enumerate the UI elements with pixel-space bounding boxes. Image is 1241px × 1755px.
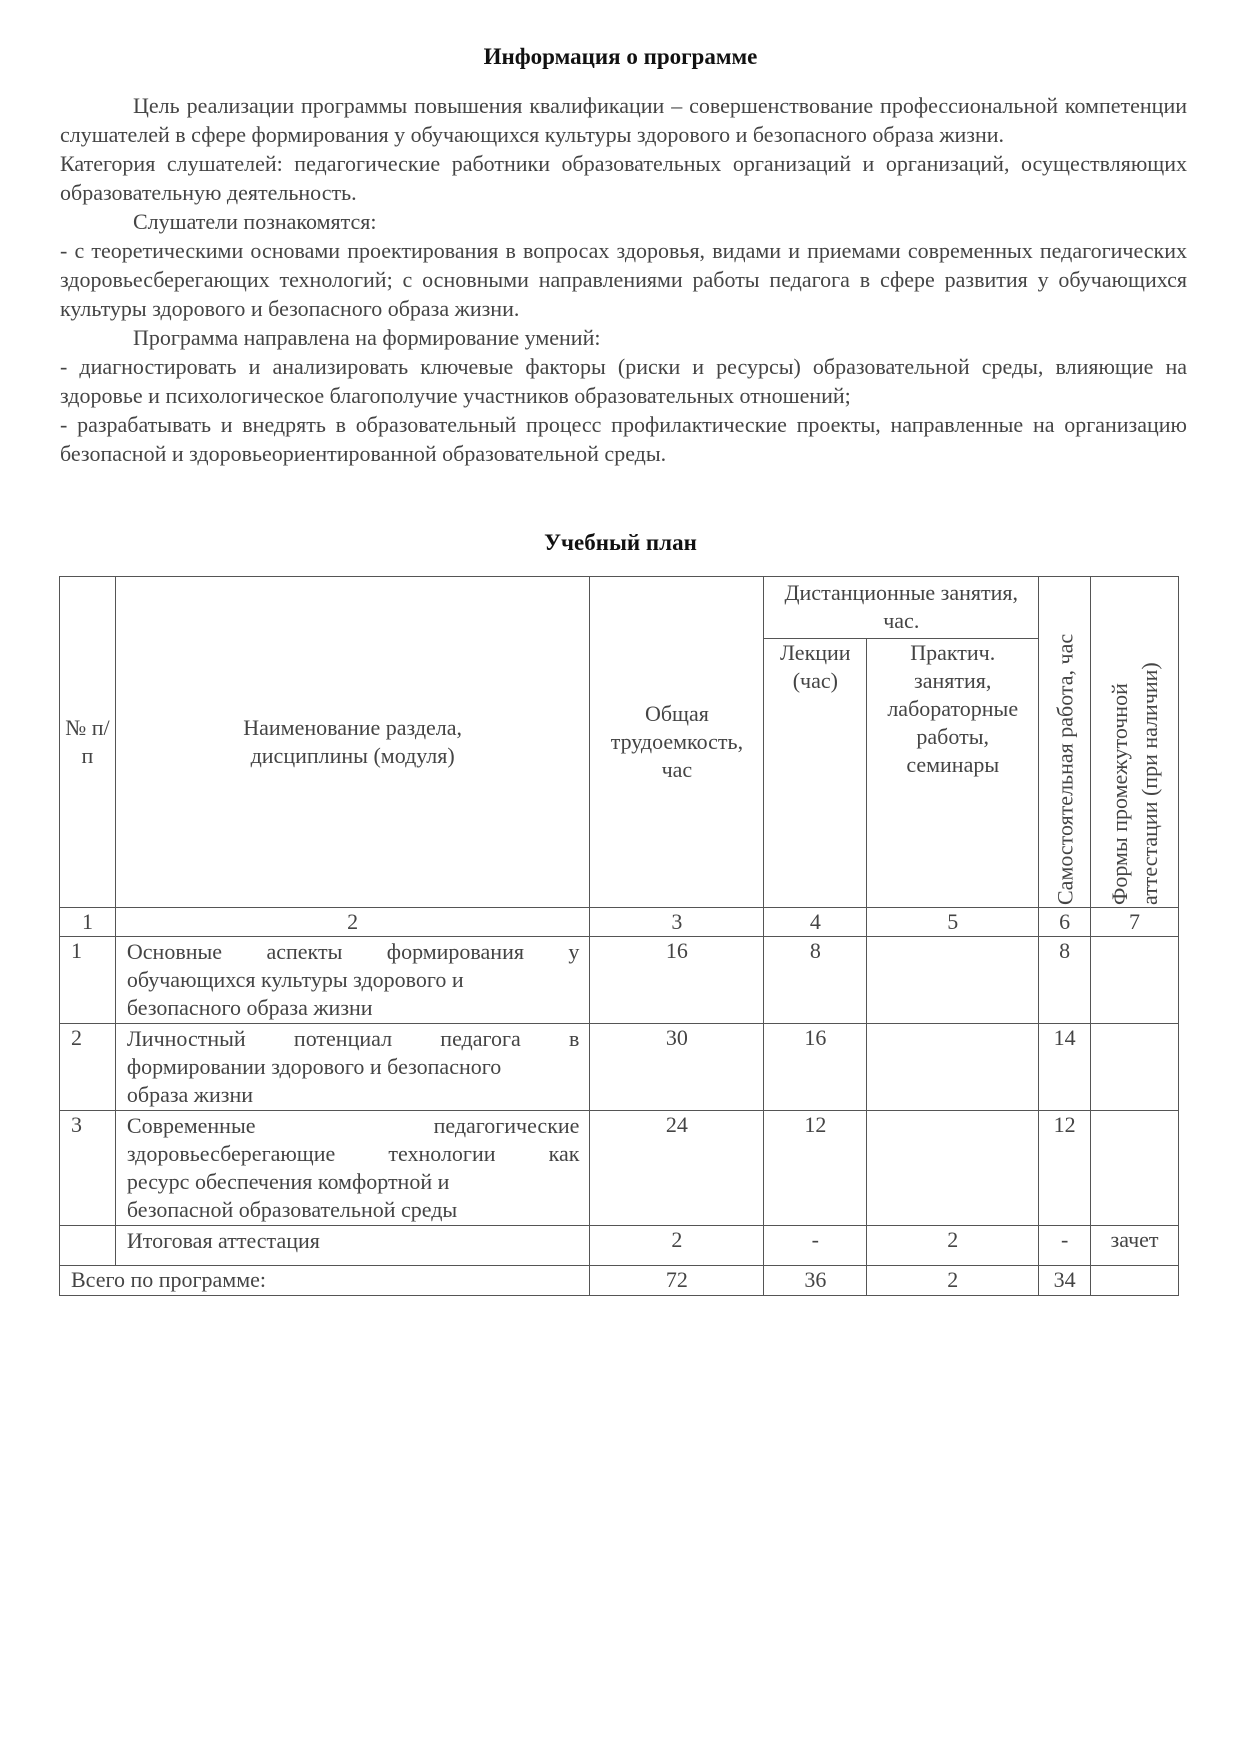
row-name-line: безопасного образа жизни [126,995,373,1020]
row-name-line: формировании здорового и безопасного [126,1054,502,1079]
header-total: Общая трудоемкость, час [590,577,764,908]
table-row [60,1024,1179,1111]
row-name-line: образа жизни [126,1082,254,1107]
header-forms-cell [1091,577,1179,908]
row-self: 14 [1039,1024,1091,1111]
header-self: Самостоятельная работа, час [1052,633,1078,905]
col-number: 2 [115,908,590,937]
study-plan-table [59,576,1179,1296]
row-practice [867,937,1039,1024]
header-lectures: Лекции (час) [764,639,867,908]
plan-title: Учебный план [544,530,697,555]
final-practice: 2 [867,1226,1039,1266]
row-practice [867,1024,1039,1111]
table-row [60,937,1179,1024]
row-forms [1091,937,1179,1024]
col-number: 6 [1039,908,1091,937]
final-attestation-row [60,1226,1179,1266]
category-paragraph: Категория слушателей: педагогические работники образовательных организаций и организаций, осуществляющих образовательную деятельность. [60,151,1187,205]
goal-paragraph: Цель реализации программы повышения квалификации – совершенствование профессиональной компетенции слушателей в сфере формирования у обучающихся культуры здорового и безопасного образа жизни. [60,93,1187,147]
learn-item: - с теоретическими основами проектирования в вопросах здоровья, видами и приемами современных педагогических здоровьесберегающих технологий; с основными направлениями работы педагога в сфере развития у обучающихся культуры здорового и безопасного образа жизни. [60,238,1187,321]
header-distance: Дистанционные занятия, час. [764,577,1039,639]
learn-heading: Слушатели познакомятся: [133,209,377,234]
skills-heading: Программа направлена на формирование умений: [133,325,601,350]
row-num: 3 [60,1111,116,1226]
table-row [60,1111,1179,1226]
row-name-line: Личностный потенциал педагога в [126,1026,580,1051]
header-name: Наименование раздела, дисциплины (модуля) [115,577,590,908]
final-self: - [1039,1226,1091,1266]
summary-total: 72 [590,1266,764,1296]
row-name-line: здоровьесберегающие технологии как [126,1141,580,1166]
summary-label: Всего по программе: [60,1266,590,1296]
row-practice [867,1111,1039,1226]
summary-practice: 2 [867,1266,1039,1296]
row-lectures: 16 [764,1024,867,1111]
row-total: 24 [590,1111,764,1226]
final-num [60,1226,116,1266]
row-num: 2 [60,1024,116,1111]
col-number: 3 [590,908,764,937]
summary-lectures: 36 [764,1266,867,1296]
row-self: 12 [1039,1111,1091,1226]
final-forms: зачет [1091,1226,1179,1266]
row-name [115,1111,590,1226]
summary-forms [1091,1266,1179,1296]
row-name [115,937,590,1024]
row-name-line: Основные аспекты формирования у [126,939,580,964]
page-title: Информация о программе [483,44,758,69]
col-number: 4 [764,908,867,937]
header-forms: Формы промежуточной аттестации (при наличии) [1106,662,1162,905]
row-self: 8 [1039,937,1091,1024]
row-name-line: ресурс обеспечения комфортной и [126,1169,450,1194]
row-name-line: обучающихся культуры здорового и [126,967,464,992]
row-lectures: 12 [764,1111,867,1226]
col-number: 5 [867,908,1039,937]
row-name-line: безопасной образовательной среды [126,1197,458,1222]
skills-item-1: - диагностировать и анализировать ключевые факторы (риски и ресурсы) образовательной среды, влияющие на здоровье и психологическое благополучие участников образовательных отношений; [60,354,1187,408]
row-total: 30 [590,1024,764,1111]
header-practice: Практич. занятия, лабораторные работы, семинары [867,639,1039,908]
header-num: № п/п [60,577,116,908]
col-number: 7 [1091,908,1179,937]
col-number: 1 [60,908,116,937]
row-name-line: Современные педагогические [126,1113,580,1138]
row-forms [1091,1111,1179,1226]
column-numbers-row [60,908,1179,937]
row-num: 1 [60,937,116,1024]
row-forms [1091,1024,1179,1111]
skills-item-2: - разрабатывать и внедрять в образовательный процесс профилактические проекты, направленные на организацию безопасной и здоровьеориентированной образовательной среды. [60,412,1187,466]
row-lectures: 8 [764,937,867,1024]
summary-self: 34 [1039,1266,1091,1296]
final-lectures: - [764,1226,867,1266]
summary-row [60,1266,1179,1296]
row-total: 16 [590,937,764,1024]
header-self-cell [1039,577,1091,908]
row-name [115,1024,590,1111]
program-info [60,91,1187,468]
final-total: 2 [590,1226,764,1266]
final-name: Итоговая аттестация [115,1226,590,1266]
